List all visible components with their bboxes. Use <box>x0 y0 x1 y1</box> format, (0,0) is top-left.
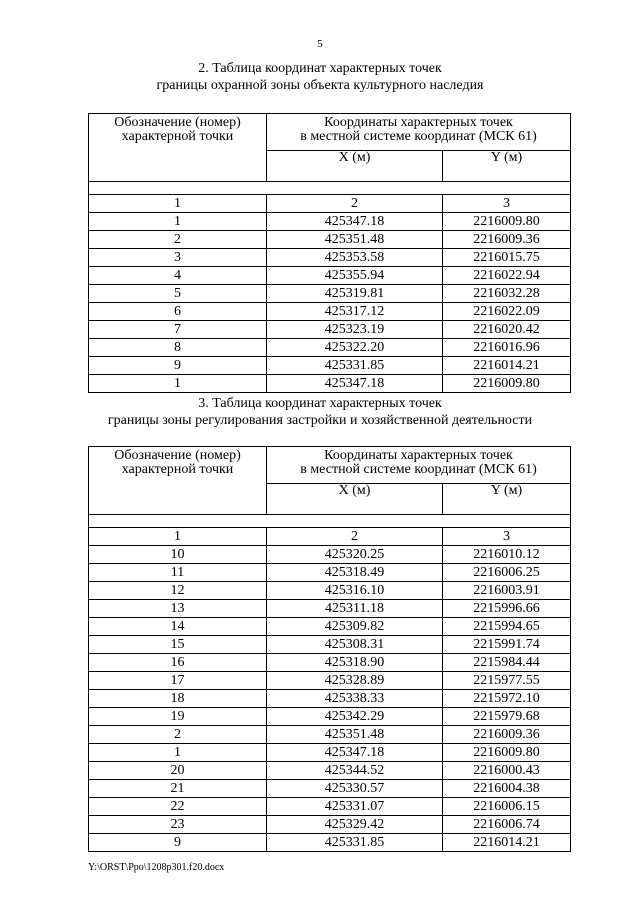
table-row <box>89 321 571 339</box>
x-coordinate-cell: 425329.42 <box>267 816 443 834</box>
table-row <box>89 690 571 708</box>
spacer-cell <box>89 182 571 195</box>
y-coordinate-cell: 2216004.38 <box>443 780 571 798</box>
point-number-cell: 23 <box>89 816 267 834</box>
point-number-cell: 13 <box>89 600 267 618</box>
y-coordinate-cell: 2216009.80 <box>443 744 571 762</box>
header-x: X (м) <box>267 151 443 182</box>
y-coordinate-cell: 2215977.55 <box>443 672 571 690</box>
point-number-cell: 9 <box>89 834 267 852</box>
table3-title <box>0 395 640 429</box>
y-coordinate-cell: 2216015.75 <box>443 249 571 267</box>
y-coordinate-cell: 2216009.36 <box>443 231 571 249</box>
table-row <box>89 546 571 564</box>
table-row <box>89 582 571 600</box>
point-number-cell: 7 <box>89 321 267 339</box>
numbering-cell: 1 <box>89 528 267 546</box>
y-coordinate-cell: 2215972.10 <box>443 690 571 708</box>
y-coordinate-cell: 2216006.15 <box>443 798 571 816</box>
y-coordinate-cell: 2216022.94 <box>443 267 571 285</box>
header-col1-line2: характерной точки <box>121 129 234 144</box>
point-number-cell: 5 <box>89 285 267 303</box>
point-number-cell: 10 <box>89 546 267 564</box>
y-coordinate-cell: 2216000.43 <box>443 762 571 780</box>
header-y: Y (м) <box>443 151 571 182</box>
x-coordinate-cell: 425331.85 <box>267 834 443 852</box>
x-coordinate-cell: 425347.18 <box>267 375 443 393</box>
x-coordinate-cell: 425351.48 <box>267 231 443 249</box>
point-number-cell: 19 <box>89 708 267 726</box>
point-number-cell: 17 <box>89 672 267 690</box>
x-coordinate-cell: 425311.18 <box>267 600 443 618</box>
header-y: Y (м) <box>443 484 571 515</box>
point-number-cell: 8 <box>89 339 267 357</box>
y-coordinate-cell: 2216009.80 <box>443 213 571 231</box>
table-row <box>89 249 571 267</box>
x-coordinate-cell: 425344.52 <box>267 762 443 780</box>
header-point-designation <box>89 114 267 182</box>
x-coordinate-cell: 425330.57 <box>267 780 443 798</box>
x-coordinate-cell: 425318.49 <box>267 564 443 582</box>
table-row <box>89 708 571 726</box>
spacer-cell <box>89 515 571 528</box>
header-coordinates <box>267 114 571 151</box>
table-row <box>89 726 571 744</box>
x-coordinate-cell: 425320.25 <box>267 546 443 564</box>
y-coordinate-cell: 2215984.44 <box>443 654 571 672</box>
y-coordinate-cell: 2215996.66 <box>443 600 571 618</box>
numbering-cell: 3 <box>443 528 571 546</box>
table-numbering-row <box>89 195 571 213</box>
y-coordinate-cell: 2216014.21 <box>443 834 571 852</box>
table-row <box>89 231 571 249</box>
table-header-row <box>89 114 571 151</box>
table-row <box>89 780 571 798</box>
y-coordinate-cell: 2215994.65 <box>443 618 571 636</box>
table-row <box>89 618 571 636</box>
table-row <box>89 213 571 231</box>
header-x: X (м) <box>267 484 443 515</box>
table-row <box>89 834 571 852</box>
table-row <box>89 600 571 618</box>
point-number-cell: 22 <box>89 798 267 816</box>
numbering-cell: 2 <box>267 528 443 546</box>
header-coords-line1: Координаты характерных точек <box>324 115 513 130</box>
point-number-cell: 16 <box>89 654 267 672</box>
x-coordinate-cell: 425323.19 <box>267 321 443 339</box>
header-point-designation <box>89 447 267 515</box>
table-spacer-row <box>89 182 571 195</box>
y-coordinate-cell: 2216006.25 <box>443 564 571 582</box>
header-col1-line2: характерной точки <box>121 462 234 477</box>
table3-coordinates <box>88 446 571 852</box>
table-row <box>89 654 571 672</box>
x-coordinate-cell: 425347.18 <box>267 213 443 231</box>
point-number-cell: 1 <box>89 744 267 762</box>
point-number-cell: 4 <box>89 267 267 285</box>
x-coordinate-cell: 425322.20 <box>267 339 443 357</box>
table-row <box>89 816 571 834</box>
y-coordinate-cell: 2216006.74 <box>443 816 571 834</box>
point-number-cell: 21 <box>89 780 267 798</box>
x-coordinate-cell: 425331.07 <box>267 798 443 816</box>
table2-title <box>0 60 640 94</box>
table-row <box>89 762 571 780</box>
point-number-cell: 14 <box>89 618 267 636</box>
y-coordinate-cell: 2216003.91 <box>443 582 571 600</box>
y-coordinate-cell: 2216009.80 <box>443 375 571 393</box>
file-path-footer: Y:\ORST\Ppo\1208p301.f20.docx <box>88 862 225 873</box>
point-number-cell: 9 <box>89 357 267 375</box>
x-coordinate-cell: 425331.85 <box>267 357 443 375</box>
table2-title-line1: 2. Таблица координат характерных точек <box>198 61 442 76</box>
table-header-row <box>89 447 571 484</box>
point-number-cell: 15 <box>89 636 267 654</box>
y-coordinate-cell: 2216010.12 <box>443 546 571 564</box>
point-number-cell: 1 <box>89 375 267 393</box>
numbering-cell: 3 <box>443 195 571 213</box>
y-coordinate-cell: 2216020.42 <box>443 321 571 339</box>
point-number-cell: 2 <box>89 231 267 249</box>
x-coordinate-cell: 425309.82 <box>267 618 443 636</box>
x-coordinate-cell: 425308.31 <box>267 636 443 654</box>
y-coordinate-cell: 2215991.74 <box>443 636 571 654</box>
x-coordinate-cell: 425328.89 <box>267 672 443 690</box>
header-coords-line2: в местной системе координат (МСК 61) <box>300 462 537 477</box>
header-col1-line1: Обозначение (номер) <box>114 115 241 130</box>
point-number-cell: 3 <box>89 249 267 267</box>
table-row <box>89 285 571 303</box>
point-number-cell: 6 <box>89 303 267 321</box>
table-row <box>89 357 571 375</box>
x-coordinate-cell: 425342.29 <box>267 708 443 726</box>
header-col1-line1: Обозначение (номер) <box>114 448 241 463</box>
table3-title-line1: 3. Таблица координат характерных точек <box>198 396 442 411</box>
header-coordinates <box>267 447 571 484</box>
point-number-cell: 12 <box>89 582 267 600</box>
table-row <box>89 636 571 654</box>
table-row <box>89 303 571 321</box>
point-number-cell: 20 <box>89 762 267 780</box>
header-coords-line1: Координаты характерных точек <box>324 448 513 463</box>
table-row <box>89 267 571 285</box>
point-number-cell: 2 <box>89 726 267 744</box>
table-numbering-row <box>89 528 571 546</box>
numbering-cell: 1 <box>89 195 267 213</box>
x-coordinate-cell: 425338.33 <box>267 690 443 708</box>
x-coordinate-cell: 425318.90 <box>267 654 443 672</box>
table-row <box>89 339 571 357</box>
y-coordinate-cell: 2215979.68 <box>443 708 571 726</box>
table-row <box>89 744 571 762</box>
table2-title-line2: границы охранной зоны объекта культурного наследия <box>156 78 484 93</box>
table-spacer-row <box>89 515 571 528</box>
x-coordinate-cell: 425319.81 <box>267 285 443 303</box>
y-coordinate-cell: 2216014.21 <box>443 357 571 375</box>
x-coordinate-cell: 425351.48 <box>267 726 443 744</box>
x-coordinate-cell: 425317.12 <box>267 303 443 321</box>
table-row <box>89 672 571 690</box>
numbering-cell: 2 <box>267 195 443 213</box>
point-number-cell: 1 <box>89 213 267 231</box>
x-coordinate-cell: 425355.94 <box>267 267 443 285</box>
point-number-cell: 11 <box>89 564 267 582</box>
page-number: 5 <box>317 38 323 50</box>
table-row <box>89 798 571 816</box>
x-coordinate-cell: 425316.10 <box>267 582 443 600</box>
table-row <box>89 564 571 582</box>
x-coordinate-cell: 425347.18 <box>267 744 443 762</box>
table3-title-line2: границы зоны регулирования застройки и хозяйственной деятельности <box>107 413 533 428</box>
table-row <box>89 375 571 393</box>
table2-coordinates <box>88 113 571 393</box>
y-coordinate-cell: 2216022.09 <box>443 303 571 321</box>
y-coordinate-cell: 2216032.28 <box>443 285 571 303</box>
header-coords-line2: в местной системе координат (МСК 61) <box>300 129 537 144</box>
x-coordinate-cell: 425353.58 <box>267 249 443 267</box>
y-coordinate-cell: 2216016.96 <box>443 339 571 357</box>
y-coordinate-cell: 2216009.36 <box>443 726 571 744</box>
point-number-cell: 18 <box>89 690 267 708</box>
